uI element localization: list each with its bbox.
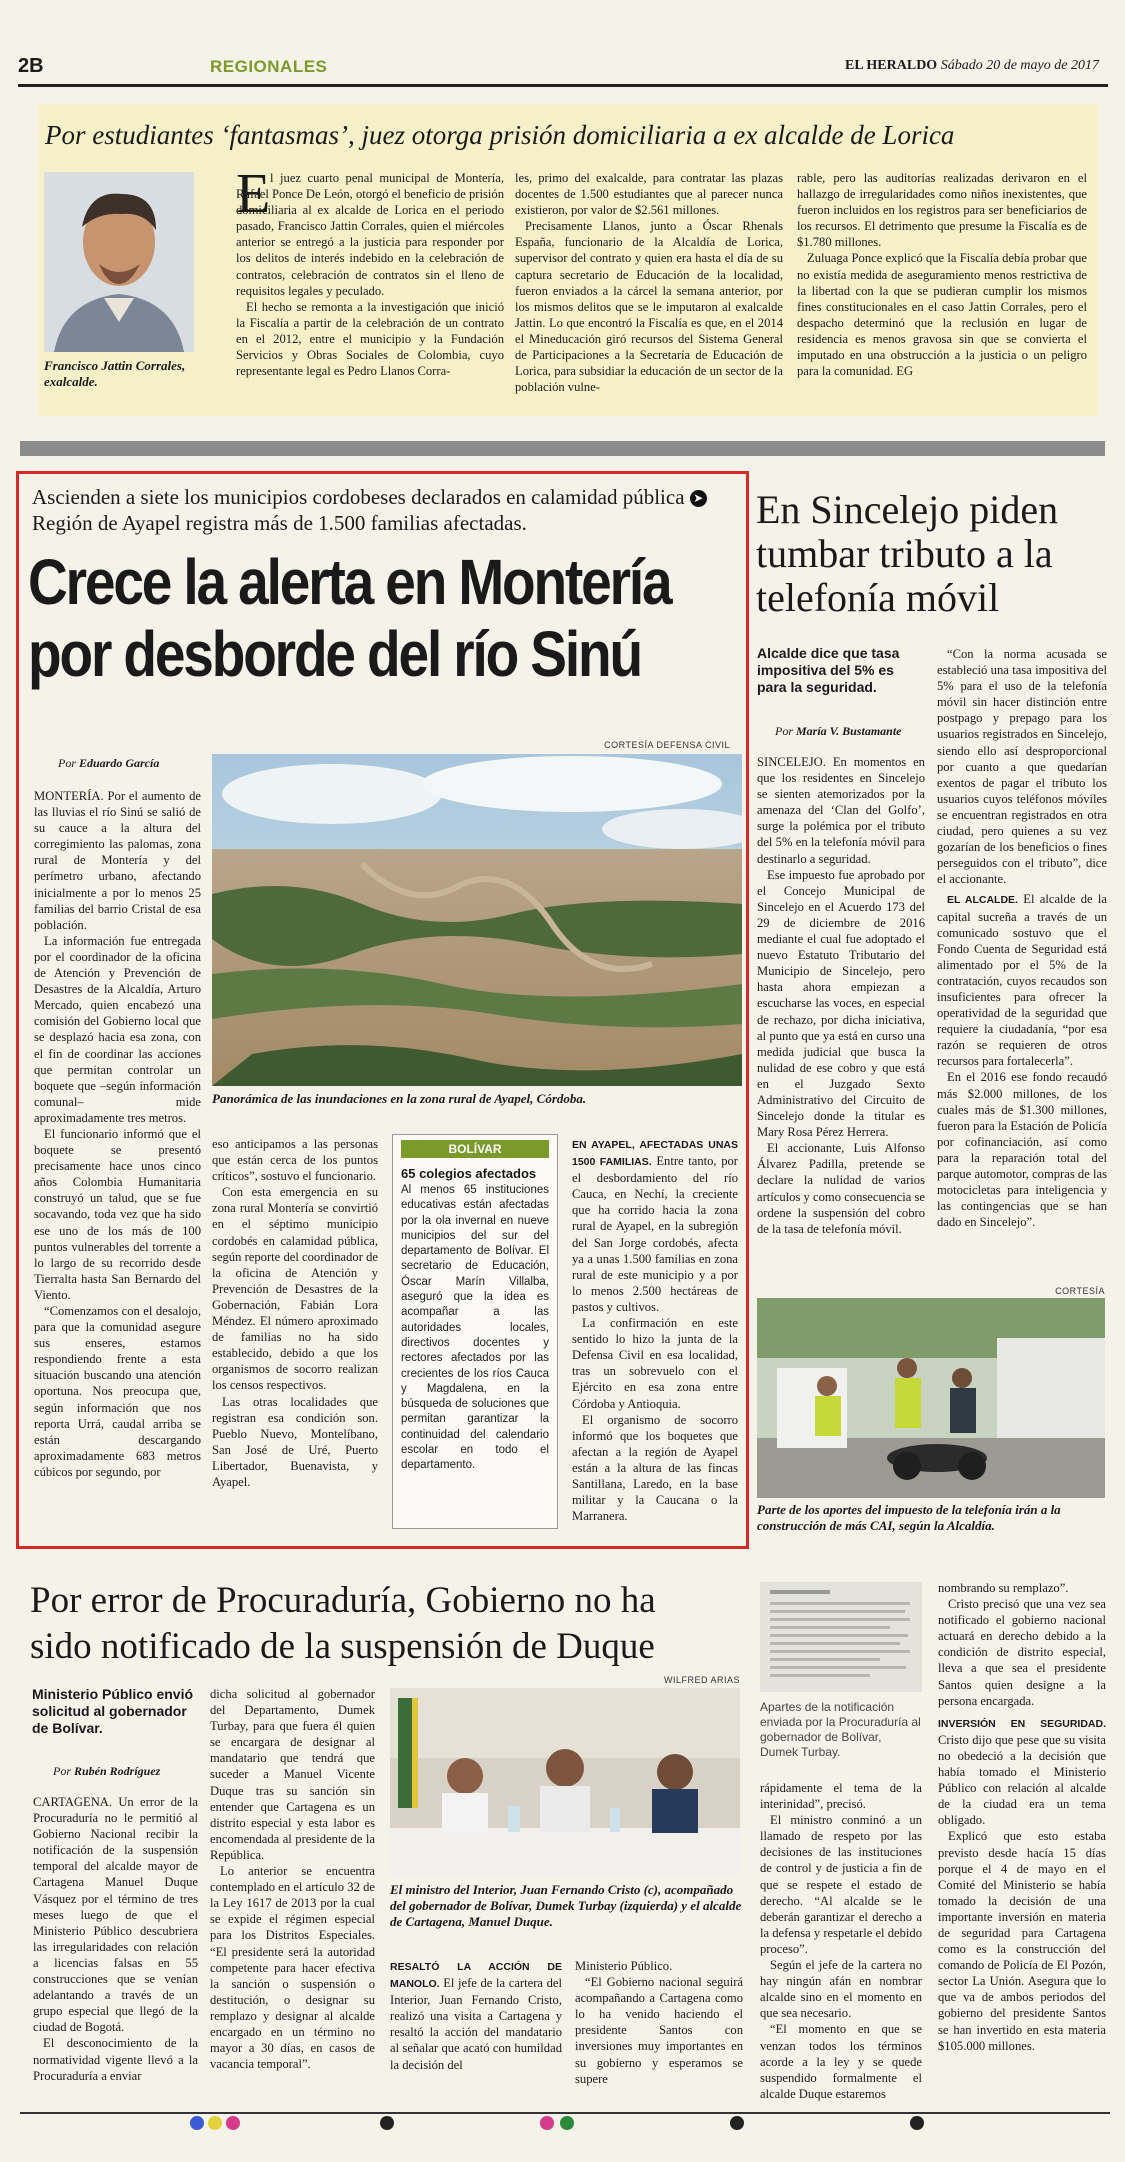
duque-p14 [938,1715,1106,1829]
sidebar-title: 65 colegios afectados [401,1166,537,1181]
duque-col-3b [575,1958,743,2087]
duque-headline-line-2: sido notificado de la suspensión de Duque [30,1626,655,1667]
duque-p1-text: Un error de la Procuraduría no le permitió al Gobierno Nacional recibir la notificación de la suspensión temporal del alcalde mayor de Cartagena Manuel Duque Vásquez por el término de tres meses luego de que el Ministerio Público descubriera las irregularidades con relación a licencias falsas en 55 construcciones que se venían adelantando a través de un grupo especial que llegó de la ciudad de Bogotá. [33,1795,198,2035]
duque-col-3 [390,1958,562,2073]
minister-photo-credit: WILFRED ARIAS [663,1675,740,1685]
duque-p13: Cristo precisó que una vez sea notificado el gobierno nacional actuará en derecho debido a la condición de distrito especial, lleva a que sea el presidente Santos quien designe a la persona encargada. [938,1597,1106,1708]
duque-subhead: Ministerio Público envió solicitud al gobernador de Bolívar. [32,1686,194,1736]
duque-p12: nombrando su remplazo”. [938,1581,1069,1595]
bolivar-sidebar [392,1134,558,1529]
sincelejo-col-1 [757,754,925,1237]
sincelejo-p1 [757,754,925,867]
gray-divider [20,441,1105,456]
lorica-headline: Por estudiantes ‘fantasmas’, juez otorga prisión domiciliaria a ex alcalde de Lorica [45,120,955,150]
sincelejo-p3: El accionante, Luis Alfonso Álvarez Padilla, pretende se declare la nulidad de varios artículos y como consecuencia se ordene la suspensión del cobro de la tasa de telefonía móvil. [757,1141,925,1236]
page-number: 2B [18,55,44,77]
monteria-col-4 [572,1136,738,1524]
duque-col-5 [938,1580,1106,2054]
monteria-col-2 [212,1136,378,1490]
ayapel-lead: EN AYAPEL, AFECTADAS UNAS 1500 FAMILIAS. [572,1139,738,1169]
cai-photo-credit: CORTESÍA [1055,1286,1105,1296]
lorica-col-2 [515,170,783,395]
sincelejo-p4: “Con la norma acusada se estableció una tasa impositiva del 5% para el uso de la telefonía móvil sin hacer distinción entre postpago y prepago para los usuarios registrados en Sincelejo, siendo ello así desproporcional por cuanto a que quedarían exentos de pagar el tributo los usuarios cuyos teléfonos móviles se encuentran registrados en otra ciudad, pero quienes a su vez gozarían de los beneficios o fines perseguidos con el tributo”, dice el accionante. [937,647,1107,887]
headline-line-2: por desborde del río Sinú [28,618,641,690]
lorica-col-3 [797,170,1087,379]
flood-photo-credit: CORTESÍA DEFENSA CIVIL [604,740,730,750]
duque-p1 [33,1794,198,2035]
header-rule [18,84,1108,87]
sincelejo-p5-text: El alcalde de la capital sucreña a través de un comunicado sostuvo que el Fondo Cuenta de Seguridad está alimentado por el 5% de la contratación, cuyos recaudos son insuficientes para ofrecer la operatividad de la seguridad que requiere la ciudadanía, “por esa razón se requieren de otros recursos para fortalecerla”. [937,892,1107,1069]
duque-p15: Explicó que esto estaba previsto desde hacía 15 días porque el 4 de mayo en el Comité del Ministerio se había tomado la decisión de una importante inversión en materia de seguridad para Cartagena como es la construcción del comando de Policía de El Pozón, sector La Unión. Asegura que lo que va de ambos periodos del gobierno del presidente Santos se han invertido en esta materia $105.000 millones. [938,1829,1106,2053]
byline-prefix: Por [53,1764,71,1778]
lorica-p5: rable, pero las auditorías realizadas derivaron en el hallazgo de irregularidades como niños inexistentes, que fueron incluidos en los registros para ser beneficiarios de los recursos. El detrimento que presume la Fiscalía es de $1.780 millones. [797,171,1087,250]
paper-name: EL HERALDO [845,58,938,73]
sincelejo-headline: En Sincelejo piden tumbar tributo a la telefonía móvil [756,487,1059,620]
notification-caption: Apartes de la notificación enviada por la Procuraduría al gobernador de Bolívar, Dumek Turbay. [760,1700,921,1759]
monteria-p4: “Comenzamos con el desalojo, para que la comunidad asegure sus enseres, estamos respondiendo frente a esta situación buscando una atención oportuna. Nos preocupa que, según información que nos reporta Urrá, caudal arriba se están descargando aproximadamente 683 metros cúbicos por segundo, por [34,1304,201,1479]
monteria-kicker [32,484,732,536]
issue-date: Sábado 20 de mayo de 2017 [940,58,1099,73]
minister-photo [390,1688,740,1876]
monteria-p6: Con esta emergencia en su zona rural Montería se convirtió en el séptimo municipio cordobés en calamidad pública, según reporte del coordinador de la oficina de Atención y Prevención de Desastres de la Gobernación, Fabián Lora Méndez. El número aproximado de familias no ha sido establecido, debido a que los organismos de socorro realizan los censos respectivos. [212,1185,378,1393]
dateline: CARTAGENA. [33,1795,113,1809]
duque-p6: Ministerio Público. [575,1959,673,1973]
lorica-p3: les, primo del exalcalde, para contratar las plazas docentes de 1.500 estudiantes que al parecer nunca existieron, por valor de $2.561 millones. [515,171,783,218]
byline-prefix: Por [775,724,793,738]
sincelejo-byline [775,724,901,739]
lorica-p2: El hecho se remonta a la investigación que inició la Fiscalía a partir de la celebración de un contrato en el 2012, entre el municipio y la Fundación Servicios y Obras Sociales de Colombia, cuyo representante legal es Pedro Llanos Corra- [236,299,504,379]
headline-line-1: Crece la alerta en Montería [28,546,671,618]
sincelejo-p5 [937,891,1107,1069]
flood-photo-caption: Panorámica de las inundaciones en la zona rural de Ayapel, Córdoba. [212,1091,587,1106]
arrow-right-icon: ➤ [690,490,707,507]
monteria-p8-text: Entre tanto, por el desbordamiento del río Cauca, en Nechí, la creciente que ha corrido hacia la zona rural de Ayapel, en la subregión del San Jorge cordobés, afecta ya a unas 1.500 familias en zona rural de este municipio y a por lo menos 2.500 hectáreas de pastos y cultivos. [572,1154,738,1314]
lorica-p6: Zuluaga Ponce explicó que la Fiscalía debía probar que no existía medida de aseguramiento menos restrictiva de la libertad con la que se pudieran cumplir los mismos fines constitucionales en el caso Jattin Corrales, pero el despacho determinó que la reclusión en lugar de residencia es menos gravosa sin que se convierta el imputado en una obstrucción a la justicia o un peligro para la comunidad. EG [797,251,1087,379]
monteria-p7: Las otras localidades que registran esa condición son. Pueblo Nuevo, Montelíbano, San José de Uré, Puerto Libertador, Buenavista, y Ayapel. [212,1394,378,1489]
bottom-rule [20,2112,1110,2114]
sincelejo-p1-text: En momentos en que los residentes en Sincelejo se sienten atemorizados por la amenaza del ‘Clan del Golfo’, surge la polémica por el tributo del 5% en la telefonía móvil para destinarlo a seguridad. [757,755,925,866]
monteria-byline [58,756,159,771]
paper-dateline [845,58,1099,74]
monteria-p1 [34,788,201,933]
duque-p2: El desconocimiento de la normatividad vigente llevó a la Procuraduría a enviar [33,2036,198,2083]
monteria-p2: La información fue entregada por el coordinador de la oficina de Atención y Prevención de Desastres de la Alcaldía, Arturo Mercado, quien encabezó una comisión del Gobierno local que se desplazó hacia esa zona, con el fin de coordinar las acciones que permitan controlar un boquete que –según información comunal– mide aproximadamente tres metros. [34,933,201,1125]
duque-col-4 [760,1780,922,2102]
monteria-p3: El funcionario informó que el boquete se presentó precisamente hace unos cinco años Colombia Humanitaria construyó un talud, que se fue socavando, toda vez que ha sido ese uno de los más de 100 puntos vulnerables del torrente a lo largo de su recorrido desde Tierralta hasta San Bernardo del Viento. [34,1126,201,1302]
dateline: SINCELEJO. [757,755,826,769]
duque-col-2 [210,1686,375,2072]
duque-headline-line-1: Por error de Procuraduría, Gobierno no ha [30,1580,656,1621]
section-label: REGIONALES [210,57,328,76]
registration-marks [190,2116,990,2132]
kicker-a: Ascienden a siete los municipios cordobeses declarados en calamidad pública [32,485,685,509]
sincelejo-col-2 [937,646,1107,1230]
duque-p4: Lo anterior se encuentra contemplado en el artículo 32 de la Ley 1617 de 2013 por la cual se expide el régimen especial para los Distritos Especiales. “El presidente será la autoridad competente para hacer efectiva la sanción o suspensión o destitución, o designar su remplazo y designar al alcalde encargado en un término no mayor a 30 días, en casos de vacancia temporal”. [210,1864,375,2072]
dateline: MONTERÍA. [34,789,104,803]
bolivar-label: BOLÍVAR [401,1140,549,1158]
byline-name: María V. Bustamante [796,724,902,738]
duque-p3: dicha solicitud al gobernador del Departamento, Dumek Turbay, para que fuera él quien se encargara de designar al mandatario que tendrá que suceder a Manuel Vicente Duque tras su sanción sin entender que Cartagena es un distrito especial y esta labor es encomendada al presidente de la República. [210,1687,375,1862]
duque-p14-text: Cristo dijo que pese que su visita no obedeció a la decisión que había tomado el Ministerio Público con relación al alcalde de la ciudad era un tema obligado. [938,1732,1106,1828]
duque-headline [30,1578,770,1670]
monteria-p8 [572,1136,738,1315]
duque-col-1 [33,1794,198,2084]
lorica-p4: Precisamente Llanos, junto a Óscar Rhenals España, funcionario de la Alcaldía de Lorica, supervisor del contrato y quien era hasta el día de su captura secretario de Educación de la localidad, fueron enviados a la cárcel la semana anterior, por los mismos delitos que se le imputaron al exalcalde Jattin. Lo que encontró la Fiscalía es que, en el 2014 el Mineducación giró recursos del Sistema General de Participaciones a la Secretaría de Educación de Lorica, para subsidiar la educación de un sector de la población vulne- [515,219,783,395]
minister-photo-caption: El ministro del Interior, Juan Fernando Cristo (c), acompañado del gobernador de Bolívar, Dumek Turbay (izquierda) y el alcalde de Cartagena, Manuel Duque. [390,1882,742,1929]
monteria-headline [28,546,671,690]
monteria-p1-text: Por el aumento de las lluvias el río Sinú se salió de su cauce a la altura del corregimiento las palomas, zona rural de Montería y del perímetro urbano, afectando inicialmente a por lo menos 25 familias del barrio Cristal de esa población. [34,789,201,932]
cai-photo [757,1298,1105,1498]
alcalde-lead: EL ALCALDE. [947,894,1018,907]
notification-document-image [760,1582,922,1692]
inversion-lead: INVERSIÓN EN SEGURIDAD. [938,1717,1106,1730]
monteria-p9: La confirmación en este sentido lo hizo la junta de la Defensa Civil en esa localidad, tras un sobrevuelo con el Ejército en esa zona entre Córdoba y Antioquia. [572,1316,738,1411]
flood-aerial-photo [212,754,742,1086]
lorica-p1: l juez cuarto penal municipal de Montería, Rafael Ponce De León, otorgó el beneficio de prisión domiciliaria al ex alcalde de Lorica en el periodo pasado, Francisco Jattin Corrales, quien el miércoles anterior se entregó a la justicia para responder por los delitos de interés indebido en la celebración de contratos, celebración de contratos sin el lleno de requisitos legales y peculado. [236,171,504,298]
duque-p8: rápidamente el tema de la interinidad”, precisó. [760,1781,922,1812]
lorica-col-1 [236,163,504,379]
duque-p11: “El momento en que se venzan todos los términos acorde a la ley y se quede suspendido formalmente el alcalde Duque estaremos [760,2022,922,2101]
sincelejo-p6: En el 2016 ese fondo recaudó más $2.000 millones, de los cuales más de $1.300 millones, fueron para la Estación de Policía por cofinanciación, así como para la reparación total del parque automotor, compras de las motocicletas para inteligencia y las contingencias que se han dado en Sincelejo”. [937,1070,1107,1230]
duque-p9: El ministro conminó a un llamado de respeto por las decisiones de las instituciones de control y de justicia a fin de que se respete el estado de derecho. “Al alcalde se le deberán garantizar el derecho a la defensa y respetarle el debido proceso”. [760,1813,922,1956]
sincelejo-p2: Ese impuesto fue aprobado por el Concejo Municipal de Sincelejo en el Acuerdo 173 del 29 de diciembre de 2016 mediante el cual fue adoptado el nuevo Estatuto Tributario del Municipio de Sincelejo, pero hasta ahora empiezan a escucharse las voces, en especial de rechazo, por dicha iniciativa, al punto que ya está en curso una medida judicial que busca la nulidad de ese cobro y que está en el Juzgado Sexto Administrativo del Circuito de Sincelejo donde la titular es Mary Rosa Pérez Herrera. [757,867,925,1140]
dropcap-e: E [236,163,271,225]
sincelejo-subhead: Alcalde dice que tasa impositiva del 5% es para la seguridad. [757,645,900,695]
manolo-lead: RESALTÓ LA ACCIÓN DE MANOLO. [390,1961,562,1991]
duque-p5-text: El jefe de la cartera del Interior, Juan Fernando Cristo, realizó una visita a Cartagena y resaltó la acción del mandatario al señalar que acató con humildad la decisión del [390,1976,562,2072]
byline-name: Eduardo García [79,756,160,770]
byline-prefix: Por [58,756,76,770]
duque-p5 [390,1958,562,2073]
kicker-b: Región de Ayapel registra más de 1.500 familias afectadas. [32,511,527,535]
jattin-caption: Francisco Jattin Corrales, exalcalde. [44,358,186,389]
monteria-p5: eso anticipamos a las personas que están cerca de los puntos críticos”, sostuvo el funcionario. [212,1137,378,1184]
duque-byline [53,1764,160,1779]
byline-name: Rubén Rodríguez [74,1764,161,1778]
duque-p7: “El Gobierno nacional seguirá acompañando a Cartagena como lo ha venido haciendo el presidente Santos con inversiones muy importantes en su gobierno y esperamos se supere [575,1975,743,2086]
sidebar-body: Al menos 65 instituciones educativas están afectadas por la ola invernal en nueve municipios del sur del departamento de Bolívar. El secretario de Educación, Óscar Marín Villalba, aseguró que la idea es acompañar a las autoridades locales, directivos docentes y rectores afectados por las crecientes de los ríos Cauca y Magdalena, en la búsqueda de soluciones que permitan garantizar la continuidad del calendario escolar en todo el departamento. [401,1184,549,1472]
monteria-p10: El organismo de socorro informó que los boquetes que afectan a la región de Ayapel están a la altura de las fincas Santillana, Laredo, en la base militar y la Caucana o la Marranera. [572,1412,738,1524]
cai-photo-caption: Parte de los aportes del impuesto de la telefonía irán a la construcción de más CAI, según la Alcaldía. [757,1502,1061,1533]
monteria-col-1 [34,788,201,1480]
duque-p10: Según el jefe de la cartera no hay ningún afán en nombrar alcalde sino en el momento en que sea necesario. [760,1958,922,2021]
jattin-photo [44,172,194,352]
